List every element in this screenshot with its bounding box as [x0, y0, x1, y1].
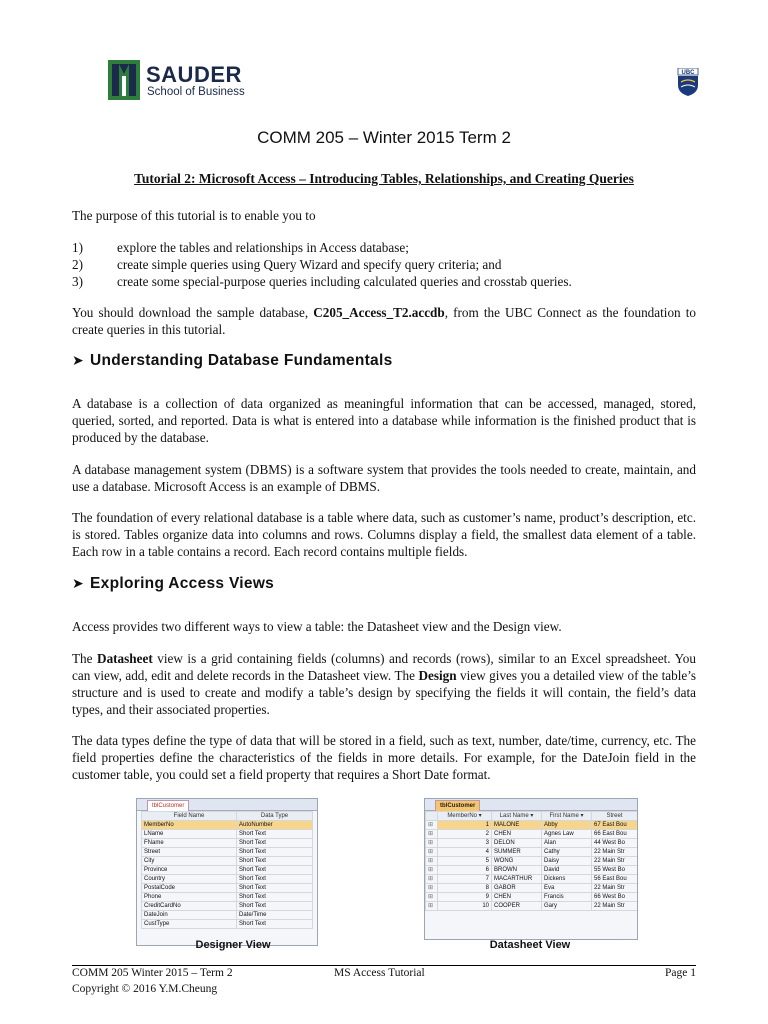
table-row [426, 866, 638, 875]
table-row [426, 884, 638, 893]
record-cell: 4 [438, 848, 492, 857]
record-cell: Gary [542, 902, 592, 911]
field-name-cell: CreditCardNo [142, 902, 237, 911]
record-cell: DELON [492, 839, 542, 848]
course-title: COMM 205 – Winter 2015 Term 2 [257, 128, 511, 147]
paragraph-datasheet-design [72, 650, 696, 718]
record-cell: 3 [438, 839, 492, 848]
arrow-bullet-icon: ➤ [72, 576, 85, 592]
table-row [142, 839, 313, 848]
field-name-cell: DateJoin [142, 911, 237, 920]
field-name-cell: Street [142, 848, 237, 857]
record-cell: 22 Main Str [592, 857, 638, 866]
datasheet-view-caption: Datasheet View [489, 939, 571, 951]
record-cell: Eva [542, 884, 592, 893]
column-header: Street [592, 812, 638, 821]
expand-icon: ⊞ [426, 830, 438, 839]
expand-icon: ⊞ [426, 857, 438, 866]
sauder-logo [108, 58, 248, 102]
download-pre: You should download the sample database, [72, 305, 314, 320]
table-row [426, 848, 638, 857]
arrow-bullet-icon: ➤ [72, 353, 85, 369]
record-cell: Alan [542, 839, 592, 848]
record-cell: COOPER [492, 902, 542, 911]
paragraph-two-views: Access provides two different ways to view a table: the Datasheet view and the Design view. [72, 619, 562, 634]
record-cell: CHEN [492, 830, 542, 839]
list-text: explore the tables and relationships in Access database; [117, 240, 409, 255]
table-row [142, 893, 313, 902]
design-grid [141, 811, 313, 929]
data-type-cell: AutoNumber [237, 821, 313, 830]
record-cell: 7 [438, 875, 492, 884]
ubc-crest-text: UBC [681, 70, 695, 76]
datasheet-view-screenshot [424, 798, 638, 940]
record-cell: 67 East Bou [592, 821, 638, 830]
expand-icon: ⊞ [426, 839, 438, 848]
record-cell: 66 West Bo [592, 893, 638, 902]
list-number: 3) [72, 274, 83, 289]
table-row [426, 821, 638, 830]
record-cell: BROWN [492, 866, 542, 875]
footer-divider [72, 965, 696, 966]
datasheet-grid [425, 811, 638, 911]
data-type-cell: Short Text [237, 857, 313, 866]
expand-icon: ⊞ [426, 866, 438, 875]
list-number: 2) [72, 257, 83, 272]
record-cell: Dickens [542, 875, 592, 884]
section-heading-text: Exploring Access Views [90, 575, 275, 592]
table-row [426, 875, 638, 884]
list-number: 1) [72, 240, 83, 255]
expand-icon: ⊞ [426, 893, 438, 902]
download-paragraph [72, 304, 696, 338]
footer-doc-title: MS Access Tutorial [334, 967, 425, 979]
table-row [142, 821, 313, 830]
record-cell: 22 Main Str [592, 848, 638, 857]
purpose-text: The purpose of this tutorial is to enable you to [72, 208, 316, 223]
table-row [142, 866, 313, 875]
section-heading-views [72, 575, 274, 593]
record-cell: 44 West Bo [592, 839, 638, 848]
logo-name: SAUDER [146, 62, 242, 87]
column-header: Field Name [142, 812, 237, 821]
record-cell: 1 [438, 821, 492, 830]
record-cell: WONG [492, 857, 542, 866]
row-selector-header [426, 812, 438, 821]
data-type-cell: Short Text [237, 920, 313, 929]
field-name-cell: City [142, 857, 237, 866]
column-header: Data Type [237, 812, 313, 821]
record-cell: David [542, 866, 592, 875]
footer-copyright: Copyright © 2016 Y.M.Cheung [72, 983, 218, 995]
paragraph-dbms: A database management system (DBMS) is a software system that provides the tools needed to create, maintain, and use a database. Microsoft Access is an example of DBMS. [72, 462, 696, 494]
data-type-cell: Short Text [237, 839, 313, 848]
record-cell: 8 [438, 884, 492, 893]
table-row [142, 884, 313, 893]
table-row [142, 875, 313, 884]
record-cell: Daisy [542, 857, 592, 866]
tab-bar [425, 799, 637, 811]
field-name-cell: LName [142, 830, 237, 839]
record-cell: 22 Main Str [592, 884, 638, 893]
field-name-cell: PostalCode [142, 884, 237, 893]
table-row [142, 830, 313, 839]
expand-icon: ⊞ [426, 902, 438, 911]
record-cell: 55 West Bo [592, 866, 638, 875]
record-cell: MALONE [492, 821, 542, 830]
table-tab: tblCustomer [147, 800, 189, 811]
record-cell: 10 [438, 902, 492, 911]
table-row [142, 920, 313, 929]
table-row [426, 893, 638, 902]
field-name-cell: Province [142, 866, 237, 875]
table-tab: tblCustomer [435, 800, 480, 811]
record-cell: GABOR [492, 884, 542, 893]
record-cell: SUMMER [492, 848, 542, 857]
expand-icon: ⊞ [426, 821, 438, 830]
download-post: , from the UBC Connect as the foundation to create queries in this tutorial. [72, 305, 696, 337]
record-cell: 5 [438, 857, 492, 866]
logo-subtitle: School of Business [147, 86, 245, 98]
record-cell: 56 East Bou [592, 875, 638, 884]
footer-course: COMM 205 Winter 2015 – Term 2 [72, 967, 233, 979]
expand-icon: ⊞ [426, 884, 438, 893]
design-view-screenshot [136, 798, 318, 946]
record-cell: 6 [438, 866, 492, 875]
field-name-cell: Country [142, 875, 237, 884]
table-row [142, 857, 313, 866]
paragraph-relational: The foundation of every relational database is a table where data, such as customer’s name, product’s description, etc. is stored. Tables organize data into columns and rows. Columns display a field, the smallest data element of a table. Each row in a table contains a record. Each record contains multiple fields. [72, 510, 696, 559]
record-cell: 2 [438, 830, 492, 839]
download-filename: C205_Access_T2.accdb [313, 305, 445, 320]
paragraph-data-types: The data types define the type of data that will be stored in a field, such as text, number, date/time, currency, etc. The field properties define the characteristics of the fields in more details. For example, for the DateJoin field in the customer table, you could set a field property that requires a Short Date format. [72, 733, 696, 782]
text-run: view is a grid containing fields (columns) and records (rows), similar to an Excel spreadsheet. You can view, add, edit and delete records in the Datasheet view. The [72, 651, 696, 683]
record-cell: 22 Main Str [592, 902, 638, 911]
data-type-cell: Short Text [237, 902, 313, 911]
data-type-cell: Short Text [237, 866, 313, 875]
record-cell: MACARTHUR [492, 875, 542, 884]
text-run: The [72, 651, 98, 666]
designer-view-caption: Designer View [195, 939, 271, 951]
record-cell: 9 [438, 893, 492, 902]
table-row [142, 848, 313, 857]
footer-page-number: Page 1 [665, 967, 696, 979]
column-header: Last Name ▾ [492, 812, 542, 821]
field-name-cell: CustType [142, 920, 237, 929]
list-text: create simple queries using Query Wizard and specify query criteria; and [117, 257, 502, 272]
table-row [426, 839, 638, 848]
list-text: create some special-purpose queries including calculated queries and crosstab queries. [117, 274, 572, 289]
text-run-bold: Design [418, 668, 457, 683]
field-name-cell: Phone [142, 893, 237, 902]
data-type-cell: Short Text [237, 884, 313, 893]
record-cell: Francis [542, 893, 592, 902]
list-item [72, 273, 696, 290]
data-type-cell: Short Text [237, 848, 313, 857]
data-type-cell: Date/Time [237, 911, 313, 920]
table-row [426, 857, 638, 866]
record-cell: Agnes Law [542, 830, 592, 839]
data-type-cell: Short Text [237, 830, 313, 839]
expand-icon: ⊞ [426, 875, 438, 884]
record-cell: Cathy [542, 848, 592, 857]
field-name-cell: MemberNo [142, 821, 237, 830]
table-row [426, 902, 638, 911]
text-run: view gives you a detailed view of the table’s structure and is used to create and modify a table’s design by specifying the fields it will contain, the field’s data types, and their associated properties. [72, 668, 697, 717]
record-cell: 66 East Bou [592, 830, 638, 839]
sauder-logo-mark-icon [108, 60, 140, 100]
table-row [142, 911, 313, 920]
record-cell: CHEN [492, 893, 542, 902]
table-row [142, 902, 313, 911]
list-item [72, 239, 696, 256]
column-header: MemberNo ▾ [438, 812, 492, 821]
ubc-crest-icon [677, 68, 699, 96]
paragraph-database: A database is a collection of data organized as meaningful information that can be accessed, managed, stored, queried, sorted, and reported. Data is what is entered into a database while information is the finished product that is produced by the database. [72, 396, 696, 445]
table-row [426, 830, 638, 839]
list-item [72, 256, 696, 273]
expand-icon: ⊞ [426, 848, 438, 857]
record-cell: Abby [542, 821, 592, 830]
tab-bar [137, 799, 317, 811]
data-type-cell: Short Text [237, 875, 313, 884]
column-header: First Name ▾ [542, 812, 592, 821]
tutorial-title: Tutorial 2: Microsoft Access – Introducing Tables, Relationships, and Creating Queries [134, 171, 634, 186]
section-heading-text: Understanding Database Fundamentals [90, 352, 393, 369]
data-type-cell: Short Text [237, 893, 313, 902]
section-heading-fundamentals [72, 352, 393, 370]
text-run-bold: Datasheet [97, 651, 153, 666]
field-name-cell: FName [142, 839, 237, 848]
